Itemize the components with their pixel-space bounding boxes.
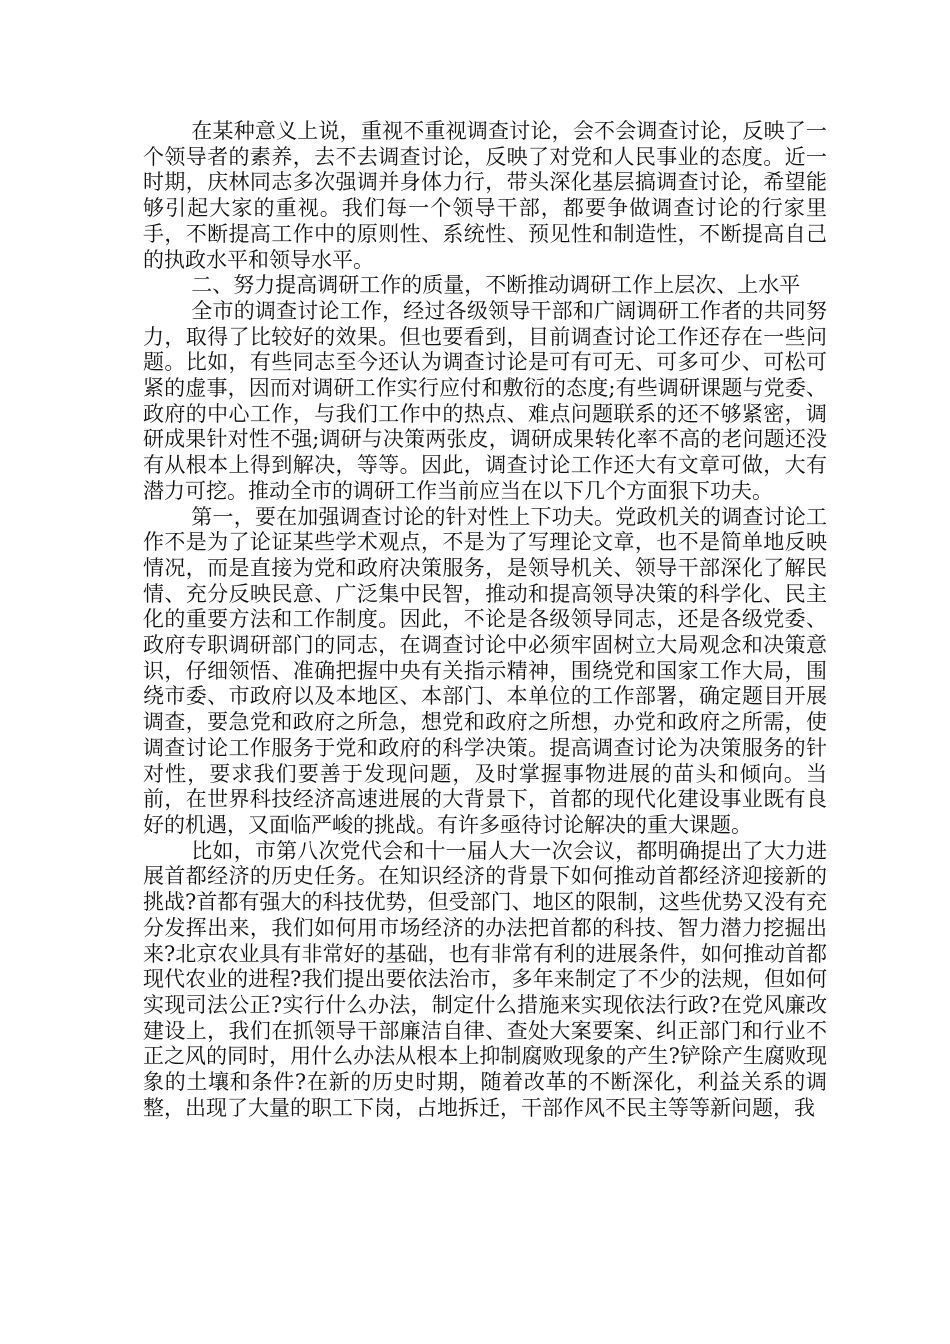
document-body bbox=[143, 119, 827, 1121]
section-heading: 二、努力提高调研工作的质量，不断推动调研工作上层次、上水平 bbox=[191, 273, 801, 298]
paragraph-3: 第一，要在加强调查讨论的针对性上下功夫。党政机关的调查讨论工作不是为了论证某些学术观点，不是为了写理论文章，也不是简单地反映情况，而是直接为党和政府决策服务，是领导机关、领导干部深化了解民情、充分反映民意、广泛集中民智，推动和提高领导决策的科学化、民主化的重要方法和工作制度。因此，不论是各级领导同志，还是各级党委、政府专职调研部门的同志，在调查讨论中必须牢固树立大局观念和决策意识，仔细领悟、准确把握中央有关指示精神，围绕党和国家工作大局，围绕市委、市政府以及本地区、本部门、本单位的工作部署，确定题目开展调查，要急党和政府之所急，想党和政府之所想，办党和政府之所需，使调查讨论工作服务于党和政府的科学决策。提高调查讨论为决策服务的针对性，要求我们要善于发现问题，及时掌握事物进展的苗头和倾向。当前，在世界科技经济高速进展的大背景下，首都的现代化建设事业既有良好的机遇，又面临严峻的挑战。有许多亟待讨论解决的重大课题。 bbox=[143, 504, 827, 837]
paragraph-4: 比如，市第八次党代会和十一届人大一次会议，都明确提出了大力进展首都经济的历史任务。在知识经济的背景下如何推动首都经济迎接新的挑战?首都有强大的科技优势，但受部门、地区的限制，这些优势又没有充分发挥出来，我们如何用市场经济的办法把首都的科技、智力潜力挖掘出来?北京农业具有非常好的基础，也有非常有利的进展条件，如何推动首都现代农业的进程?我们提出要依法治市，多年来制定了不少的法规，但如何实现司法公正?实行什么办法，制定什么措施来实现依法行政?在党风廉改建设上，我们在抓领导干部廉洁自律、查处大案要案、纠正部门和行业不正之风的同时，用什么办法从根本上抑制腐败现象的产生?铲除产生腐败现象的土壤和条件?在新的历史时期，随着改革的不断深化，利益关系的调整，出现了大量的职工下岗，占地拆迁，干部作风不民主等等新问题，我 bbox=[143, 838, 827, 1120]
paragraph-2: 全市的调查讨论工作，经过各级领导干部和广阔调研工作者的共同努力，取得了比较好的效果。但也要看到，目前调查讨论工作还存在一些问题。比如，有些同志至今还认为调查讨论是可有可无、可多可少、可松可紧的虚事，因而对调研工作实行应付和敷衍的态度;有些调研课题与党委、政府的中心工作，与我们工作中的热点、难点问题联系的还不够紧密，调研成果针对性不强;调研与决策两张皮，调研成果转化率不高的老问题还没有从根本上得到解决，等等。因此，调查讨论工作还大有文章可做，大有潜力可挖。推动全市的调研工作当前应当在以下几个方面狠下功夫。 bbox=[143, 298, 827, 503]
paragraph-1: 在某种意义上说，重视不重视调查讨论，会不会调查讨论，反映了一个领导者的素养，去不去调查讨论，反映了对党和人民事业的态度。近一时期，庆林同志多次强调并身体力行，带头深化基层搞调查讨论，希望能够引起大家的重视。我们每一个领导干部，都要争做调查讨论的行家里手，不断提高工作中的原则性、系统性、预见性和制造性，不断提高自己的执政水平和领导水平。 bbox=[143, 119, 827, 272]
